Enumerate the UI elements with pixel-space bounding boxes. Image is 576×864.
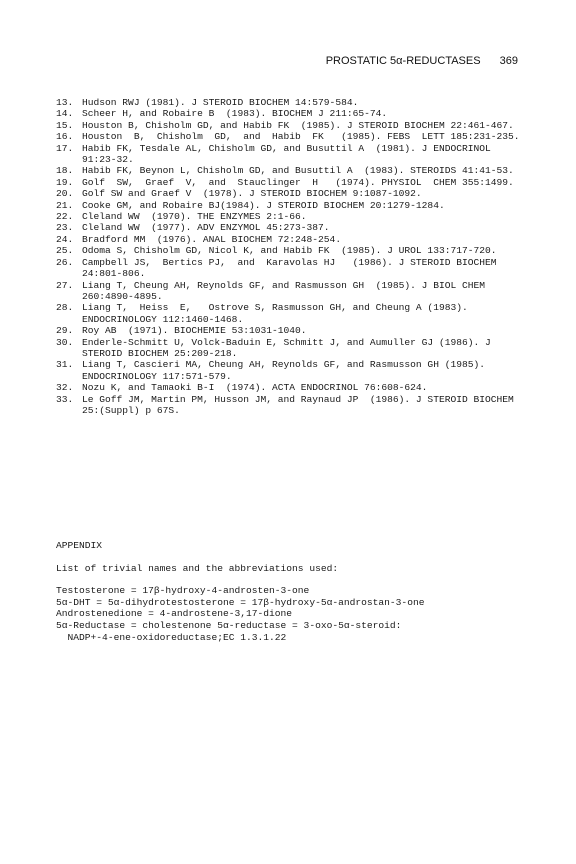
reference-text: Houston B, Chisholm GD, and Habib FK (1985). J STEROID BIOCHEM 22:461-467. (82, 119, 514, 131)
reference-text: Hudson RWJ (1981). J STEROID BIOCHEM 14:579-584. (82, 97, 359, 108)
running-head (0, 55, 518, 67)
reference-item (56, 131, 526, 142)
reference-item (56, 108, 526, 119)
reference-item (56, 222, 526, 233)
reference-text: Golf SW and Graef V (1978). J STEROID BIOCHEM 9:1087-1092. (82, 188, 422, 200)
reference-number: 24. (56, 233, 74, 245)
reference-text: Enderle-Schmitt U, Volck-Baduin E, Schmitt J, and Aumuller GJ (1986). J STEROID BIOCHEM 25:209-218. (82, 336, 497, 359)
reference-item (56, 394, 526, 417)
reference-item (56, 97, 526, 108)
reference-text: Nozu K, and Tamaoki B-I (1974). ACTA ENDOCRINOL 76:608-624. (82, 382, 428, 394)
reference-number: 20. (56, 188, 74, 200)
reference-number: 21. (56, 199, 74, 211)
reference-number: 18. (56, 165, 74, 177)
reference-number: 32. (56, 382, 74, 394)
running-title: PROSTATIC 5α-REDUCTASES (325, 55, 481, 67)
reference-text: Liang T, Heiss E, Ostrove S, Rasmusson GH, and Cheung A (1983). ENDOCRINOLOGY 112:1460-1468. (82, 302, 474, 325)
reference-number: 30. (56, 336, 74, 348)
reference-text: Cleland WW (1977). ADV ENZYMOL 45:273-387. (82, 222, 330, 234)
appendix-section (56, 540, 526, 643)
abbreviation-line: Testosterone = 17β-hydroxy-4-androsten-3-one (56, 585, 310, 597)
reference-number: 28. (56, 302, 74, 314)
reference-number: 13. (56, 97, 74, 108)
reference-text: Golf SW, Graef V, and Stauclinger H (1974). PHYSIOL CHEM 355:1499. (82, 176, 514, 188)
reference-item (56, 177, 526, 188)
reference-item (56, 325, 526, 336)
abbreviation-line: 5α-Reductase = cholestenone 5α-reductase = 3-oxo-5α-steroid: (56, 619, 402, 631)
reference-number: 31. (56, 359, 74, 371)
reference-number: 27. (56, 279, 74, 291)
reference-list (56, 97, 526, 416)
reference-item (56, 382, 526, 393)
reference-text: Cooke GM, and Robaire BJ(1984). J STEROID BIOCHEM 20:1279-1284. (82, 199, 445, 211)
reference-item (56, 143, 526, 166)
reference-item (56, 188, 526, 199)
reference-item (56, 200, 526, 211)
reference-text: Houston B, Chisholm GD, and Habib FK (1985). FEBS LETT 185:231-235. (82, 131, 520, 143)
reference-text: Campbell JS, Bertics PJ, and Karavolas HJ (1986). J STEROID BIOCHEM 24:801-806. (82, 256, 503, 280)
reference-number: 23. (56, 222, 74, 234)
reference-item (56, 165, 526, 176)
abbreviation-line: 5α-DHT = 5α-dihydrotestosterone = 17β-hydroxy-5α-androstan-3-one (56, 596, 425, 608)
reference-text: Odoma S, Chisholm GD, Nicol K, and Habib FK (1985). J UROL 133:717-720. (82, 245, 497, 257)
reference-number: 29. (56, 325, 74, 337)
reference-item (56, 302, 526, 325)
reference-text: Liang T, Cheung AH, Reynolds GF, and Rasmusson GH (1985). J BIOL CHEM 260:4890-4895. (82, 279, 491, 302)
reference-text: Liang T, Cascieri MA, Cheung AH, Reynolds GF, and Rasmusson GH (1985). ENDOCRINOLOGY 117:571-579. (82, 359, 491, 382)
reference-item (56, 234, 526, 245)
reference-text: Habib FK, Beynon L, Chisholm GD, and Busuttil A (1983). STEROIDS 41:41-53. (82, 165, 514, 177)
reference-item (56, 257, 526, 280)
reference-item (56, 245, 526, 256)
reference-text: Le Goff JM, Martin PM, Husson JM, and Raynaud JP (1986). J STEROID BIOCHEM 25:(Suppl) p 67S. (82, 393, 520, 416)
reference-item (56, 211, 526, 222)
reference-text: Cleland WW (1970). THE ENZYMES 2:1-66. (82, 211, 307, 223)
reference-number: 14. (56, 108, 74, 120)
appendix-intro: List of trivial names and the abbreviations used: (56, 562, 339, 574)
appendix-heading: APPENDIX (56, 540, 103, 551)
reference-item (56, 359, 526, 382)
reference-text: Roy AB (1971). BIOCHEMIE 53:1031-1040. (82, 325, 307, 337)
page-number: 369 (499, 55, 518, 67)
reference-item (56, 280, 526, 303)
abbreviation-list (56, 585, 526, 643)
reference-number: 15. (56, 119, 74, 131)
reference-number: 25. (56, 245, 74, 257)
reference-item (56, 337, 526, 360)
reference-number: 22. (56, 211, 74, 223)
reference-number: 26. (56, 256, 74, 268)
reference-number: 33. (56, 393, 74, 405)
reference-text: Habib FK, Tesdale AL, Chisholm GD, and Busuttil A (1981). J ENDOCRINOL 91:23-32. (82, 142, 503, 166)
reference-text: Bradford MM (1976). ANAL BIOCHEM 72:248-254. (82, 233, 342, 245)
reference-number: 17. (56, 142, 74, 154)
reference-number: 16. (56, 131, 74, 143)
reference-item (56, 120, 526, 131)
abbreviation-line: Androstenedione = 4-androstene-3,17-dione (56, 608, 293, 620)
abbreviation-line: NADP+-4-ene-oxidoreductase;EC 1.3.1.22 (56, 631, 287, 643)
reference-number: 19. (56, 176, 74, 188)
reference-text: Scheer H, and Robaire B (1983). BIOCHEM J 211:65-74. (82, 108, 388, 120)
